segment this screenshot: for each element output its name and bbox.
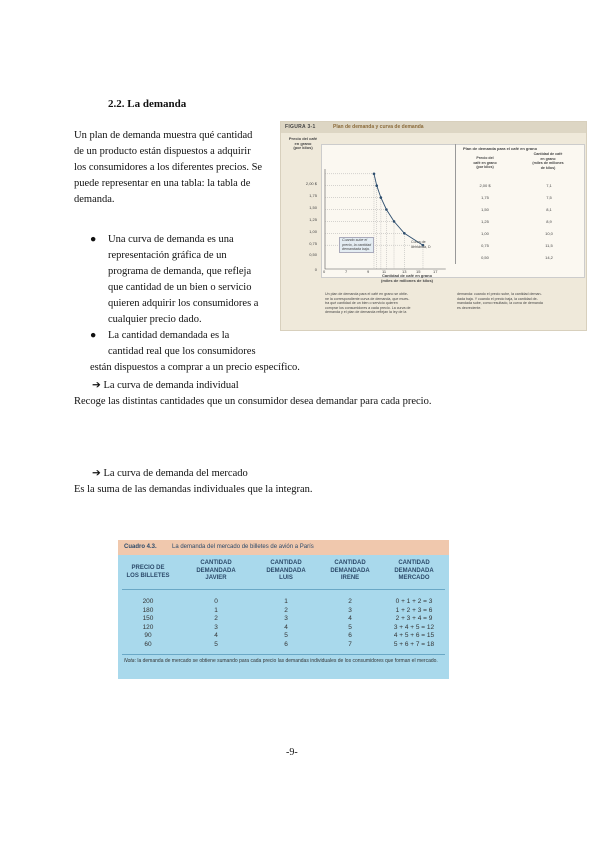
table-cell: 7,5 bbox=[546, 195, 552, 200]
bullet-line: están dispuestos a comprar a un precio específico. bbox=[90, 362, 300, 373]
bullet-line: representación gráfica de un bbox=[108, 250, 227, 261]
market-demand-title: La curva de demanda del mercado bbox=[103, 468, 248, 479]
header-line: DEMANDADA bbox=[394, 567, 434, 574]
figure-label: FIGURA 3-1 bbox=[285, 124, 316, 130]
section-heading: 2.2. La demanda bbox=[108, 98, 187, 110]
table-cell: 2 bbox=[284, 606, 288, 614]
table-cell: 5 bbox=[214, 640, 218, 648]
data-point bbox=[375, 184, 378, 187]
curve-label-line: Curva de bbox=[411, 240, 426, 244]
arrow-icon: ➔ bbox=[92, 468, 101, 479]
table-cell: 3 bbox=[214, 623, 218, 631]
table-cell: 14,2 bbox=[545, 255, 553, 260]
column-header bbox=[120, 565, 176, 580]
intro-line: los consumidores a los diferentes precios. Se bbox=[74, 162, 263, 173]
table-cell: 6 bbox=[284, 640, 288, 648]
table-cell: 3 + 4 + 5 = 12 bbox=[393, 623, 435, 631]
table-cell: 1 bbox=[214, 606, 218, 614]
price-column bbox=[120, 598, 176, 650]
caption-line: es decreciente. bbox=[457, 305, 482, 310]
column-header bbox=[254, 560, 318, 583]
table-cell: 60 bbox=[144, 640, 152, 648]
header-line: CANTIDAD bbox=[270, 560, 302, 566]
table-cell: 4 bbox=[284, 623, 288, 631]
guide-line bbox=[325, 186, 377, 269]
table-cell: 6 bbox=[348, 632, 352, 640]
table-cell: 1,25 bbox=[481, 219, 489, 224]
data-point bbox=[385, 208, 388, 211]
y-tick: 1,00 bbox=[309, 229, 317, 234]
bullet-line: Una curva de demanda es una bbox=[108, 234, 234, 245]
header-line: MERCADO bbox=[398, 575, 430, 581]
header-line: LOS BILLETES bbox=[126, 572, 170, 579]
bullet-line: programa de demanda, que refleja bbox=[108, 266, 252, 277]
table-cell: 2,00 $ bbox=[479, 183, 491, 188]
header-line: café en grano bbox=[473, 160, 497, 165]
header-line: PRECIO DE bbox=[131, 565, 165, 571]
figure-3-1 bbox=[280, 121, 587, 331]
x-tick: 7 bbox=[345, 269, 348, 274]
market-demand-text: Es la suma de las demandas individuales que la integran. bbox=[74, 484, 313, 495]
table-note bbox=[124, 658, 444, 665]
table-cell: 200 bbox=[142, 598, 154, 605]
header-line: CANTIDAD bbox=[398, 560, 430, 566]
individual-demand-title: La curva de demanda individual bbox=[103, 380, 239, 391]
table-cell: 4 + 5 + 6 = 15 bbox=[393, 632, 435, 640]
list-item bbox=[90, 328, 300, 376]
definition-list bbox=[90, 232, 300, 376]
table-cell: 180 bbox=[142, 606, 154, 614]
y-tick: 1,75 bbox=[309, 193, 317, 198]
bullet-line: La cantidad demandada es la bbox=[108, 330, 230, 341]
annotation-line: Cuando sube el bbox=[342, 238, 368, 242]
table-cell: 11,5 bbox=[545, 243, 553, 248]
header-line: CANTIDAD bbox=[200, 560, 232, 566]
header-line: de kilos) bbox=[540, 165, 556, 170]
y-tick: 1,50 bbox=[309, 205, 317, 210]
table-header-price bbox=[465, 156, 505, 170]
curve-label bbox=[411, 240, 431, 249]
table-quantity-column bbox=[535, 180, 563, 264]
note-text: : la demanda de mercado se obtiene sumando para cada precio las demandas individuales de los consumidores que forman el mercado. bbox=[134, 658, 438, 664]
figure-caption-left bbox=[325, 292, 453, 315]
caption-line: comprar los consumidores a cada precio. La curva de bbox=[325, 305, 411, 310]
y-axis-label-line: en grano bbox=[294, 140, 312, 146]
table-title: La demanda del mercado de billetes de avión a París bbox=[172, 544, 314, 550]
note-divider bbox=[122, 654, 445, 655]
x-axis-label-line: Cantidad de café en grano bbox=[382, 273, 433, 278]
header-divider bbox=[122, 589, 445, 590]
bullet-icon: ● bbox=[90, 330, 97, 341]
y-tick: 1,25 bbox=[309, 217, 317, 222]
header-line: DEMANDADA bbox=[266, 567, 306, 574]
caption-line: demanda y el plan de demanda reflejan la ley de la bbox=[325, 310, 407, 315]
data-point bbox=[373, 173, 376, 176]
table-cell: 3 bbox=[284, 615, 288, 623]
table-cell: 5 bbox=[284, 632, 288, 640]
header-line: Precio del bbox=[476, 156, 494, 160]
y-tick: 0,50 bbox=[309, 252, 317, 257]
caption-line: demanda: cuando el precio sube, la cantidad deman- bbox=[457, 292, 542, 296]
bullet-line: quieren adquirir los consumidores a bbox=[108, 298, 259, 309]
y-tick: 0 bbox=[314, 267, 317, 272]
caption-line: mandada sube, como resultado, la curva de demanda bbox=[457, 301, 543, 306]
x-axis-label bbox=[381, 274, 433, 283]
table-cell: 4 bbox=[348, 615, 352, 623]
table-cell: 1 bbox=[284, 598, 288, 605]
luis-column bbox=[254, 598, 318, 650]
curve-label-line: demanda, D bbox=[411, 244, 431, 249]
table-header-quantity bbox=[519, 152, 577, 170]
caption-line: tra qué cantidad de un bien o servicio quieren bbox=[325, 301, 398, 306]
header-line: (miles de millones bbox=[532, 161, 564, 166]
figure-title: Plan de demanda y curva de demanda bbox=[333, 124, 424, 130]
x-tick: 17 bbox=[433, 269, 438, 274]
intro-paragraph bbox=[74, 128, 274, 208]
caption-line: Un plan de demanda para el café en grano se obtie- bbox=[325, 292, 409, 296]
javier-column bbox=[184, 598, 248, 650]
list-item bbox=[90, 232, 270, 328]
table-cell: 1 + 2 + 3 = 6 bbox=[395, 606, 433, 614]
header-line: DEMANDADA bbox=[330, 567, 370, 574]
table-cell: 0 bbox=[214, 598, 218, 605]
table-cell: 90 bbox=[144, 632, 152, 640]
axes bbox=[325, 169, 446, 269]
table-title: Plan de demanda para el café en grano bbox=[463, 146, 538, 151]
table-cell: 120 bbox=[142, 623, 154, 631]
page-number: -9- bbox=[286, 747, 298, 758]
table-cell: 2 bbox=[214, 615, 218, 623]
table-cell: 2 + 3 + 4 = 9 bbox=[395, 615, 433, 623]
table-cell: 150 bbox=[142, 615, 154, 623]
x-tick: 9 bbox=[367, 269, 370, 274]
data-point bbox=[403, 232, 406, 235]
intro-line: puede representar en una tabla: la tabla de bbox=[74, 178, 251, 189]
table-title-bar bbox=[118, 540, 449, 555]
individual-demand-heading bbox=[92, 378, 239, 394]
header-line: DEMANDADA bbox=[196, 567, 236, 574]
y-tick: 2,00 $ bbox=[305, 181, 317, 186]
table-cell: 5 bbox=[348, 623, 352, 631]
header-line: IRENE bbox=[340, 575, 360, 581]
table-cell: 8,1 bbox=[546, 207, 552, 212]
table-cell: 2 bbox=[348, 598, 352, 605]
bullet-icon: ● bbox=[90, 234, 97, 245]
table-cell: 4 bbox=[214, 632, 218, 640]
header-line: CANTIDAD bbox=[334, 560, 366, 566]
bullet-line: cantidad real que los consumidores bbox=[108, 346, 256, 357]
x-tick: 13 bbox=[402, 269, 407, 274]
header-line: en grano bbox=[540, 156, 556, 161]
x-tick: 15 bbox=[416, 269, 421, 274]
bullet-line: cualquier precio dado. bbox=[108, 314, 202, 325]
note-label: Nota bbox=[124, 658, 135, 664]
annotation-line: demandada baja. bbox=[342, 247, 370, 252]
x-tick: 11 bbox=[382, 269, 387, 274]
caption-line: dada baja. Y cuando el precio baja, la cantidad de- bbox=[457, 296, 538, 301]
table-cell: 8,9 bbox=[546, 219, 552, 224]
individual-demand-text: Recoge las distintas cantidades que un consumidor desea demandar para cada precio. bbox=[74, 396, 432, 407]
market-demand-heading bbox=[92, 466, 248, 482]
caption-line: ne la correspondiente curva de demanda, que mues- bbox=[325, 296, 410, 301]
table-label: Cuadro 4.3. bbox=[124, 544, 157, 550]
data-point bbox=[393, 220, 396, 223]
header-line: (por kilos) bbox=[476, 165, 494, 170]
cuadro-4-3 bbox=[118, 540, 449, 679]
table-cell: 5 + 6 + 7 = 18 bbox=[393, 640, 435, 648]
column-header bbox=[382, 560, 446, 583]
table-cell: 10,0 bbox=[545, 231, 553, 236]
curve-annotation bbox=[339, 237, 374, 253]
table-price-column bbox=[471, 180, 499, 264]
header-line: LUIS bbox=[279, 575, 293, 581]
header-line: JAVIER bbox=[205, 575, 227, 581]
arrow-icon: ➔ bbox=[92, 380, 101, 391]
table-cell: 0,75 bbox=[481, 243, 489, 248]
data-point bbox=[380, 196, 383, 199]
table-cell: 0,50 bbox=[481, 255, 489, 260]
y-axis-label-line: (por kilos) bbox=[293, 145, 313, 150]
figure-caption-right bbox=[457, 292, 581, 310]
table-cell: 7 bbox=[348, 640, 352, 648]
intro-line: Un plan de demanda muestra qué cantidad bbox=[74, 130, 253, 141]
table-cell: 1,75 bbox=[481, 195, 489, 200]
bullet-line: que cantidad de un bien o servicio bbox=[108, 282, 252, 293]
intro-line: de un producto están dispuestos a adquirir bbox=[74, 146, 251, 157]
annotation-line: precio, la cantidad bbox=[342, 242, 372, 247]
table-cell: 3 bbox=[348, 606, 352, 614]
intro-line: demanda. bbox=[74, 194, 115, 205]
irene-column bbox=[318, 598, 382, 650]
column-header bbox=[318, 560, 382, 583]
y-tick: 0,75 bbox=[309, 241, 317, 246]
y-axis-label-line: Precio del café bbox=[288, 136, 318, 141]
x-tick: 0 bbox=[323, 269, 326, 274]
table-cell: 1,50 bbox=[481, 207, 489, 212]
column-header bbox=[184, 560, 248, 583]
table-cell: 0 + 1 + 2 = 3 bbox=[395, 598, 433, 605]
header-line: Cantidad de café bbox=[533, 152, 563, 156]
table-cell: 1,00 bbox=[481, 231, 489, 236]
table-cell: 7,1 bbox=[546, 183, 552, 188]
mercado-column bbox=[382, 598, 446, 650]
x-axis-label-line: (miles de millones de kilos) bbox=[381, 277, 434, 283]
